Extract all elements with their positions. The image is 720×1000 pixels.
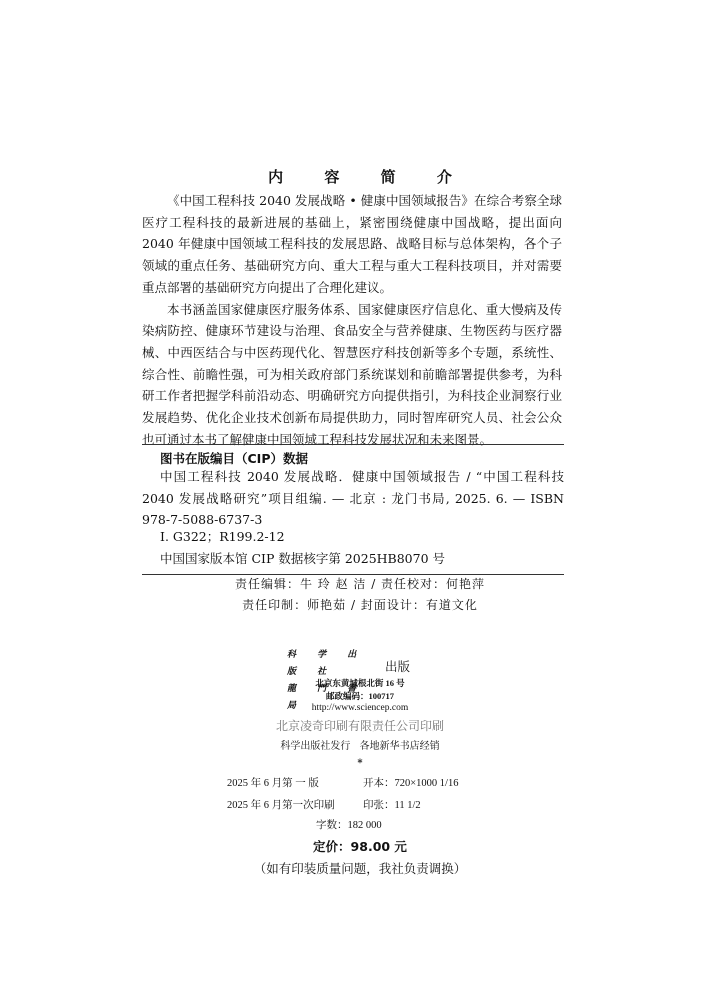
publisher-postcode: 邮政编码：100717 xyxy=(325,691,394,701)
summary-section xyxy=(142,190,562,450)
credits-line-1: 责任编辑：牛 玲 赵 洁 / 责任校对：何艳萍 xyxy=(234,577,486,591)
format-line: 开本：720×1000 1/16 xyxy=(363,778,459,789)
cip-top-divider xyxy=(142,444,564,445)
summary-paragraph-2: 本书涵盖国家健康医疗服务体系、国家健康医疗信息化、重大慢病及传染病防控、健康环节建设与治理、食品安全与营养健康、生物医药与医疗器械、中西医结合与中医药现代化、智慧医疗科技创新等多个专题，系统性、综合性、前瞻性强，可为相关政府部门系统谋划和前瞻部署提供参考，为科研工作者把握学科前沿动态、明确研究方向提供指引，为科技企业洞察行业发展趋势、优化企业技术创新布局提供助力，同时智库研究人员、社会公众也可通过本书了解健康中国领域工程科技发展状况和未来图景。 xyxy=(142,301,562,447)
cip-verification: 中国国家版本馆 CIP 数据核字第 2025HB8070 号 xyxy=(160,551,446,566)
cip-heading: 图书在版编目（CIP）数据 xyxy=(160,451,308,466)
page-title: 内 容 简 介 xyxy=(268,168,470,186)
publisher-address: 北京东黄城根北街 16 号 xyxy=(315,678,405,688)
cip-classification: Ⅰ. G322；R199.2-12 xyxy=(160,529,285,544)
separator-star: * xyxy=(357,758,363,769)
word-count: 字数：182 000 xyxy=(316,820,382,831)
printing-line: 2025 年 6 月第一次印刷 xyxy=(227,800,335,811)
quality-note: （如有印装质量问题，我社负责调换） xyxy=(253,861,467,876)
seal-line-2: 龍 門 書 局 xyxy=(287,684,366,711)
distribution-line: 科学出版社发行 各地新华书店经销 xyxy=(280,741,440,752)
cip-entry-text: 中国工程科技 2040 发展战略．健康中国领域报告 / “中国工程科技 2040 发展战略研究”项目组编. — 北京 : 龙门书局, 2025. 6. — ISBN 978-7-5088-6737-3 xyxy=(142,469,564,528)
cip-entry xyxy=(142,466,564,531)
edition-line: 2025 年 6 月第 一 版 xyxy=(227,778,319,789)
summary-paragraph-1: 《中国工程科技 2040 发展战略 • 健康中国领域报告》在综合考察全球医疗工程科技的最新进展的基础上，紧密围绕健康中国战略，提出面向 2040 年健康中国领域工程科技的发展思路、战略目标与总体架构，各个子领域的重点任务、基础研究方向、重大工程与重大工程科技项目，并对需要重点部署的基础研究方向提出了合理化建议。 xyxy=(142,193,562,295)
sheets-line: 印张：11 1/2 xyxy=(363,800,421,811)
price: 定价：98.00 元 xyxy=(313,839,407,854)
seal-line-1: 科 学 出 版 社 xyxy=(287,650,366,677)
credits-line-2: 责任印制：师艳茹 / 封面设计：有道文化 xyxy=(242,598,478,612)
publisher-url: http://www.sciencep.com xyxy=(311,703,409,713)
publish-label: 出版 xyxy=(385,659,411,674)
printer-line: 北京凌奇印刷有限责任公司印刷 xyxy=(275,719,444,733)
